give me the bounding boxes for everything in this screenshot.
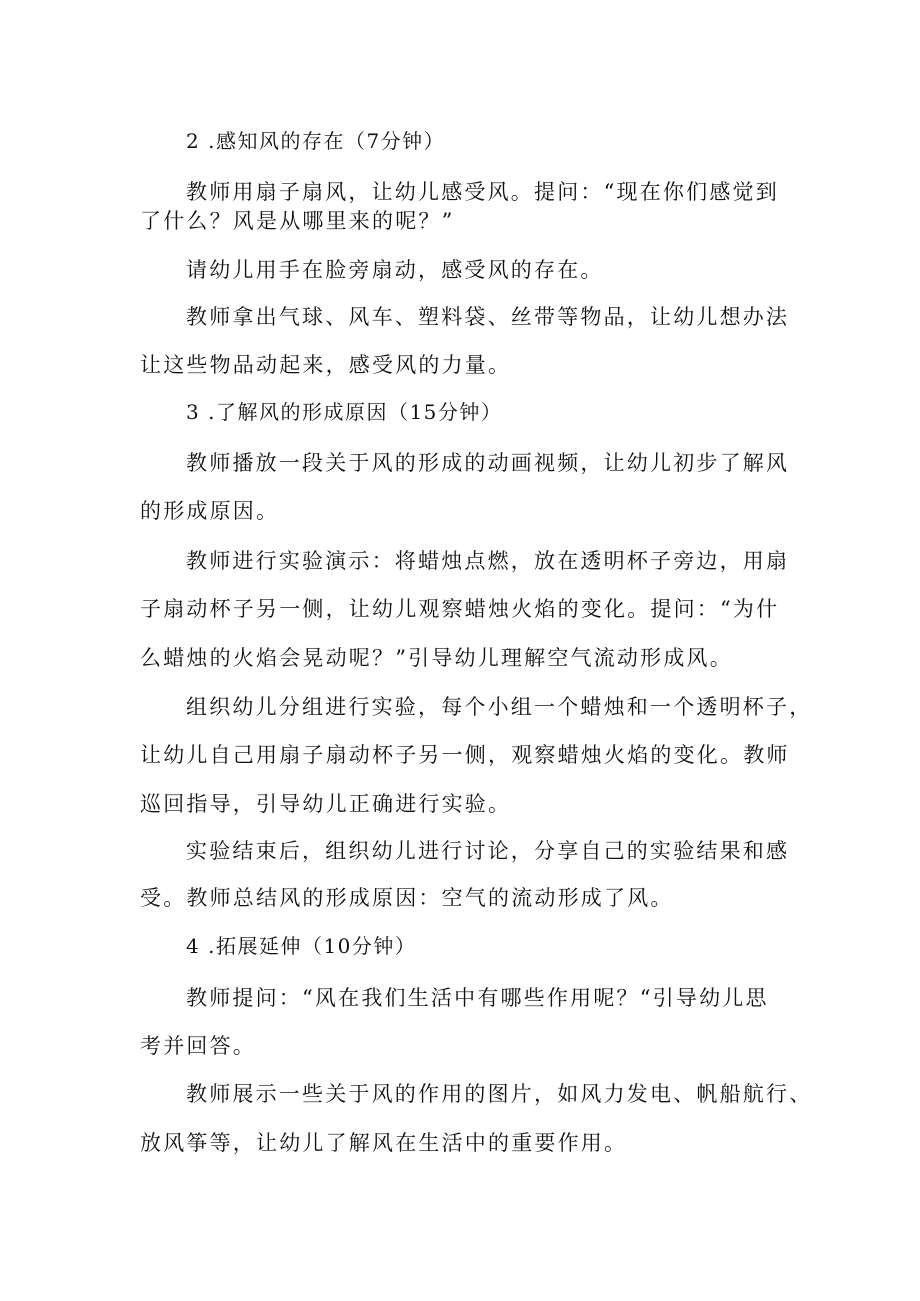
paragraph-line: 考并回答。 <box>140 1034 256 1058</box>
paragraph-line: 让这些物品动起来，感受风的力量。 <box>140 353 512 377</box>
paragraph-line: 么蜡烛的火焰会晃动呢？”引导幼儿理解空气流动形成风。 <box>140 646 733 670</box>
paragraph-line: 教师进行实验演示：将蜡烛点燃，放在透明杯子旁边，用扇 <box>186 549 790 573</box>
paragraph-line: 放风筝等，让幼儿了解风在生活中的重要作用。 <box>140 1131 628 1155</box>
paragraph-line: 子扇动杯子另一侧，让幼儿观察蜡烛火焰的变化。提问：“为什 <box>140 597 780 621</box>
section-heading-2: 2 .感知风的存在（7分钟） <box>186 129 446 153</box>
paragraph-line: 教师展示一些关于风的作用的图片，如风力发电、帆船航行、 <box>186 1082 813 1106</box>
paragraph-line: 受。教师总结风的形成原因：空气的流动形成了风。 <box>140 886 674 910</box>
paragraph-line: 组织幼儿分组进行实验，每个小组一个蜡烛和一个透明杯子， <box>186 695 813 719</box>
section-heading-4: 4 .拓展延伸（10分钟） <box>186 934 417 958</box>
section-heading-3: 3 .了解风的形成原因（15分钟） <box>186 400 503 424</box>
paragraph-line: 巡回指导，引导幼儿正确进行实验。 <box>140 792 512 816</box>
paragraph-line: 教师用扇子扇风，让幼儿感受风。提问：“现在你们感觉到 <box>186 180 779 204</box>
paragraph-line: 让幼儿自己用扇子扇动杯子另一侧，观察蜡烛火焰的变化。教师 <box>140 743 790 767</box>
paragraph-line: 了什么？风是从哪里来的呢？” <box>140 209 455 233</box>
paragraph-line: 的形成原因。 <box>140 499 280 523</box>
paragraph-line: 教师提问：“风在我们生活中有哪些作用呢？“引导幼儿思 <box>186 986 769 1010</box>
paragraph-line: 实验结束后，组织幼儿进行讨论，分享自己的实验结果和感 <box>186 839 790 863</box>
paragraph-line: 请幼儿用手在脸旁扇动，感受风的存在。 <box>186 258 604 282</box>
paragraph-line: 教师播放一段关于风的形成的动画视频，让幼儿初步了解风 <box>186 451 790 475</box>
paragraph-line: 教师拿出气球、风车、塑料袋、丝带等物品，让幼儿想办法 <box>186 305 790 329</box>
